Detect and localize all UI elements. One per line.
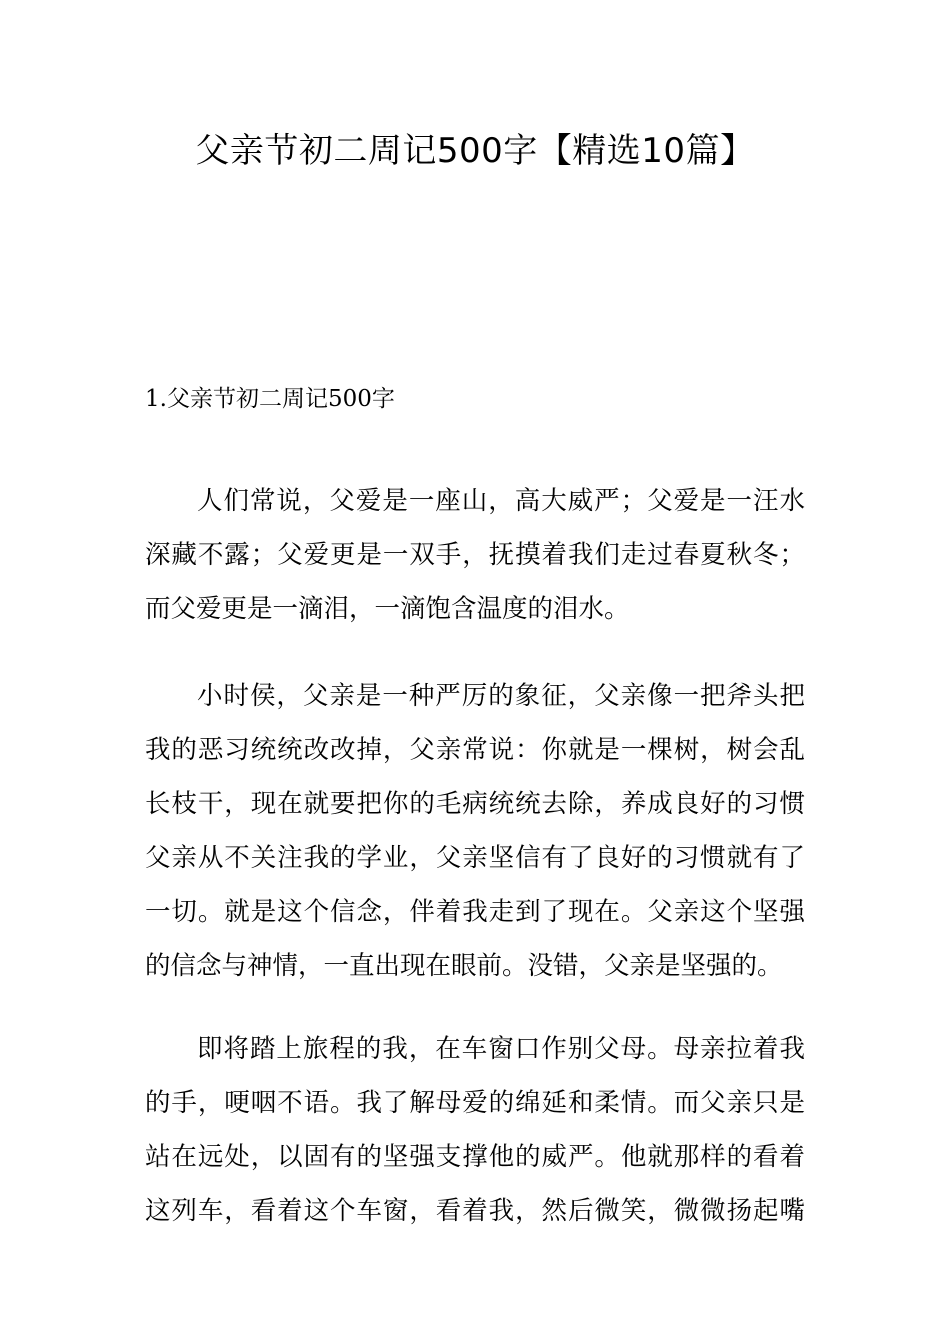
paragraph-line: 而父爱更是一滴泪，一滴饱含温度的泪水。 [145,594,630,624]
paragraph-line: 的手，哽咽不语。我了解母爱的绵延和柔情。而父亲只是 [145,1088,805,1118]
paragraph-line: 长枝干，现在就要把你的毛病统统去除，养成良好的习惯 [145,789,805,819]
section-heading: 1.父亲节初二周记500字 [145,386,395,412]
paragraph-3 [145,1022,805,1238]
paragraph-line: 小时侯，父亲是一种严厉的象征，父亲像一把斧头把 [197,681,805,711]
paragraph-line: 即将踏上旅程的我，在车窗口作别父母。母亲拉着我 [197,1034,805,1064]
paragraph-2 [145,669,805,993]
paragraph-line: 深藏不露；父爱更是一双手，抚摸着我们走过春夏秋冬； [145,540,805,570]
paragraph-line: 的信念与神情，一直出现在眼前。没错，父亲是坚强的。 [145,951,783,981]
paragraph-line: 站在远处，以固有的坚强支撑他的威严。他就那样的看着 [145,1142,805,1172]
paragraph-line: 一切。就是这个信念，伴着我走到了现在。父亲这个坚强 [145,897,805,927]
paragraph-1 [145,474,805,636]
document-title: 父亲节初二周记500字【精选10篇】 [195,131,755,171]
paragraph-line: 这列车，看着这个车窗，看着我，然后微笑，微微扬起嘴 [145,1196,805,1226]
paragraph-line: 人们常说，父爱是一座山，高大威严；父爱是一汪水 [197,486,805,516]
paragraph-line: 我的恶习统统改改掉，父亲常说：你就是一棵树，树会乱 [145,735,805,765]
paragraph-line: 父亲从不关注我的学业，父亲坚信有了良好的习惯就有了 [145,843,805,873]
